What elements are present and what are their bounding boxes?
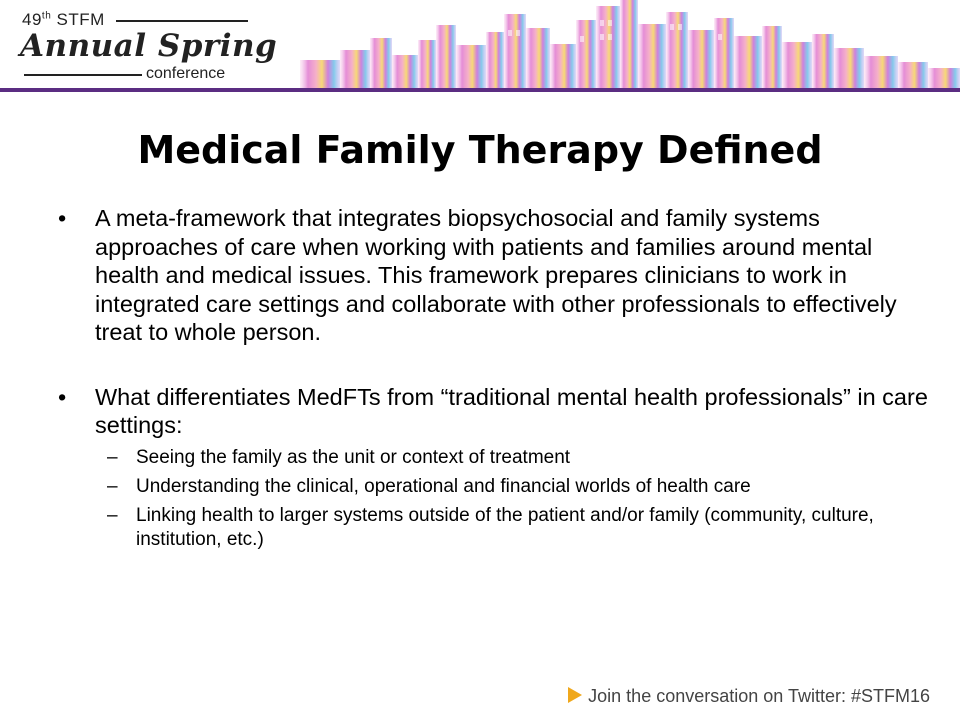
sub-bullet-marker: – [107,475,118,497]
sub-bullet-text: Seeing the family as the unit or context of treatment [136,446,571,468]
conference-logo [20,8,278,88]
logo-main-text: Annual Spring [20,28,278,64]
bullet-marker: • [58,205,67,231]
city-skyline-watercolor [300,0,960,88]
sub-bullet-marker: – [107,504,118,526]
sub-bullet-list [58,446,928,552]
play-arrow-icon [568,687,582,703]
bullet-text: A meta-framework that integrates biopsychosocial and family systems approaches of care when working with patients and families around mental health and medical issues. This framework prepares clinicians to work in integrated care settings and collaborate with other professionals to effectively treat to whole person. [95,205,897,345]
logo-edition: 49th STFM [22,10,105,29]
logo-rule-bottom [24,74,142,76]
footer-twitter-callout [568,686,930,707]
slide-title: Medical Family Therapy Defined [137,128,823,172]
logo-sub-text: conference [146,65,226,82]
header-divider [0,88,960,92]
bullet-marker: • [58,383,67,410]
sub-bullet-item [58,446,928,470]
sub-bullet-marker: – [107,446,118,468]
bullet-item [58,204,928,347]
sub-bullet-item [58,475,928,499]
footer-text: Join the conversation on Twitter: #STFM16 [588,686,930,706]
bullet-item [58,383,928,440]
slide-body [58,204,928,557]
sub-bullet-text: Understanding the clinical, operational and financial worlds of health care [136,475,751,497]
sub-bullet-text: Linking health to larger systems outside of the patient and/or family (community, culture, institution, etc.) [136,504,874,550]
slide-header [0,0,960,92]
logo-rule-top [116,20,248,22]
bullet-text: What differentiates MedFTs from “traditional mental health professionals” in care settings: [95,383,928,438]
sub-bullet-item [58,504,928,552]
